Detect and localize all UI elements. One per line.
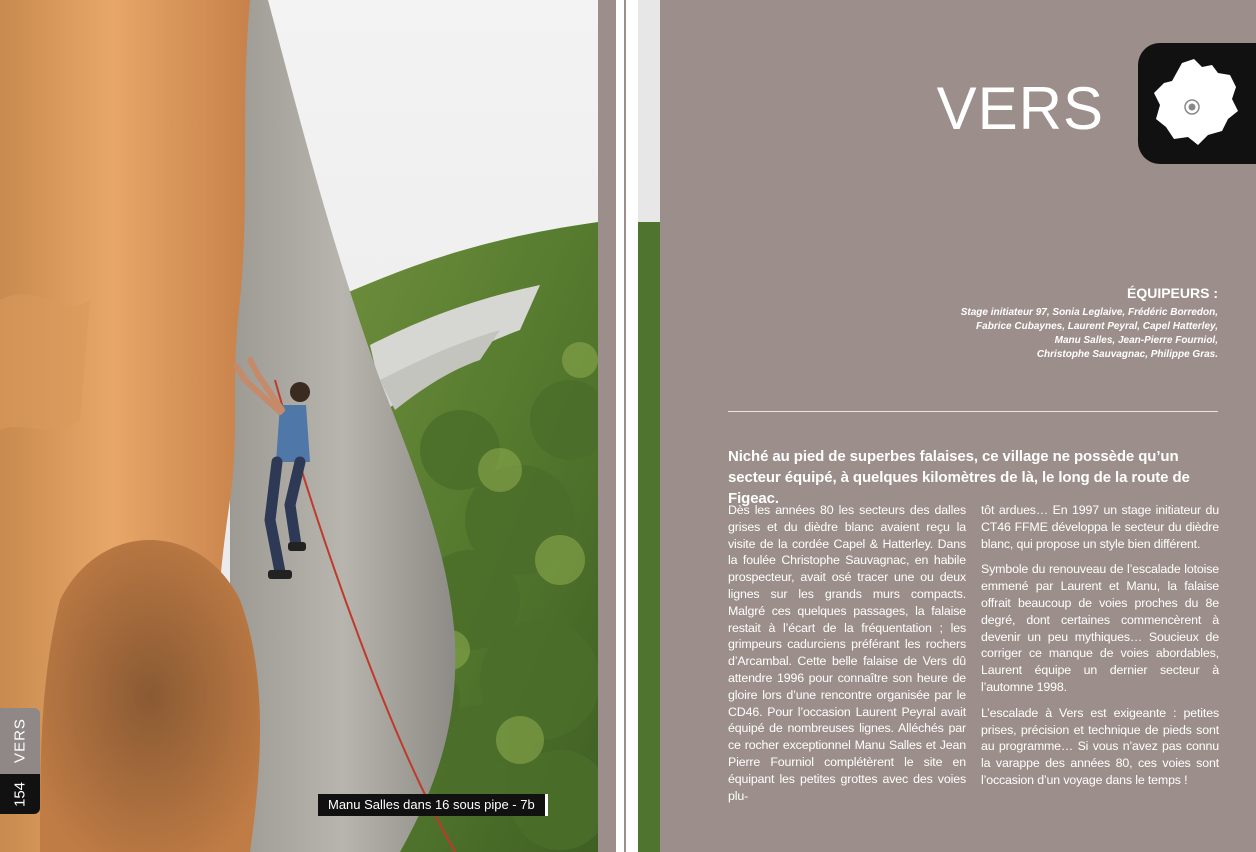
body-paragraph: Symbole du renouveau de l’escalade lotoise emmené par Laurent et Manu, la falaise offrait beaucoup de voies proches du 8e degré, dont certaines commencèrent à devenir un peu mythiques… Soucieux de corriger ce manque de voies abordables, Laurent équipe un dernier secteur à l’automne 1998.: [981, 562, 1219, 694]
page-tab: [0, 708, 40, 814]
equipeurs-heading: ÉQUIPEURS :: [1126, 285, 1218, 301]
page-gutter: [598, 0, 660, 852]
lead-paragraph: Niché au pied de superbes falaises, ce village ne possède qu’un secteur équipé, à quelques kilomètres de là, le long de la route de Figeac.: [728, 448, 1190, 507]
department-map-icon: [1152, 57, 1242, 149]
rock-cave: [40, 540, 260, 852]
equipeurs-list: [918, 306, 1218, 362]
body-paragraph: L’escalade à Vers est exigeante : petites prises, précision et technique de pieds sont au programme… Si vous n’avez pas connu la varappe des années 80, ces voies sont l’occasion d’un voyage dans le temps !: [981, 705, 1219, 787]
page-number-tab: [0, 774, 40, 814]
text-page: [660, 0, 1256, 852]
photo-caption: Manu Salles dans 16 sous pipe - 7b: [318, 794, 548, 816]
page-number: 154: [11, 781, 29, 808]
map-badge: [1138, 43, 1256, 164]
body-column-1: [728, 502, 966, 813]
climbing-photo: [0, 0, 598, 852]
body-column-2: [981, 502, 1219, 798]
photo-illustration: [0, 0, 598, 852]
equipeurs-line: Manu Salles, Jean-Pierre Fourniol,: [1054, 335, 1218, 346]
body-paragraph: tôt ardues… En 1997 un stage initiateur du CT46 FFME développa le secteur du dièdre blanc, qui propose un style bien différent.: [981, 503, 1219, 551]
equipeurs-line: Stage initiateur 97, Sonia Leglaive, Frédéric Borredon,: [960, 307, 1218, 318]
equipeurs-line: Christophe Sauvagnac, Philippe Gras.: [1036, 349, 1218, 360]
divider: [728, 411, 1218, 412]
page-title: VERS: [936, 75, 1104, 142]
body-paragraph: Dès les années 80 les secteurs des dalles grises et du dièdre blanc avaient reçu la visite de la cordée Capel & Hatterley. Dans la foulée Christophe Sauvagnac, en habile prospecteur, avait osé tracer une ou deux lignes sur les grands murs compacts. Malgré ces quelques passages, la falaise restait à l’écart de la fréquentation ; les grimpeurs cadurciens préférant les rochers d’Arcambal. Cette belle falaise de Vers dû attendre 1996 pour connaître son heure de gloire lors d’une rencontre organisée par le CD46. Pour l’occasion Laurent Peyral avait équipé de nombreuses lignes. Alléchés par ce rocher exceptionnel Manu Salles et Jean Pierre Fourniol complétèrent le site en équipant les petites grottes avec des voies plu-: [728, 503, 966, 803]
equipeurs-line: Fabrice Cubaynes, Laurent Peyral, Capel Hatterley,: [976, 321, 1218, 332]
section-label: VERS: [11, 718, 29, 763]
